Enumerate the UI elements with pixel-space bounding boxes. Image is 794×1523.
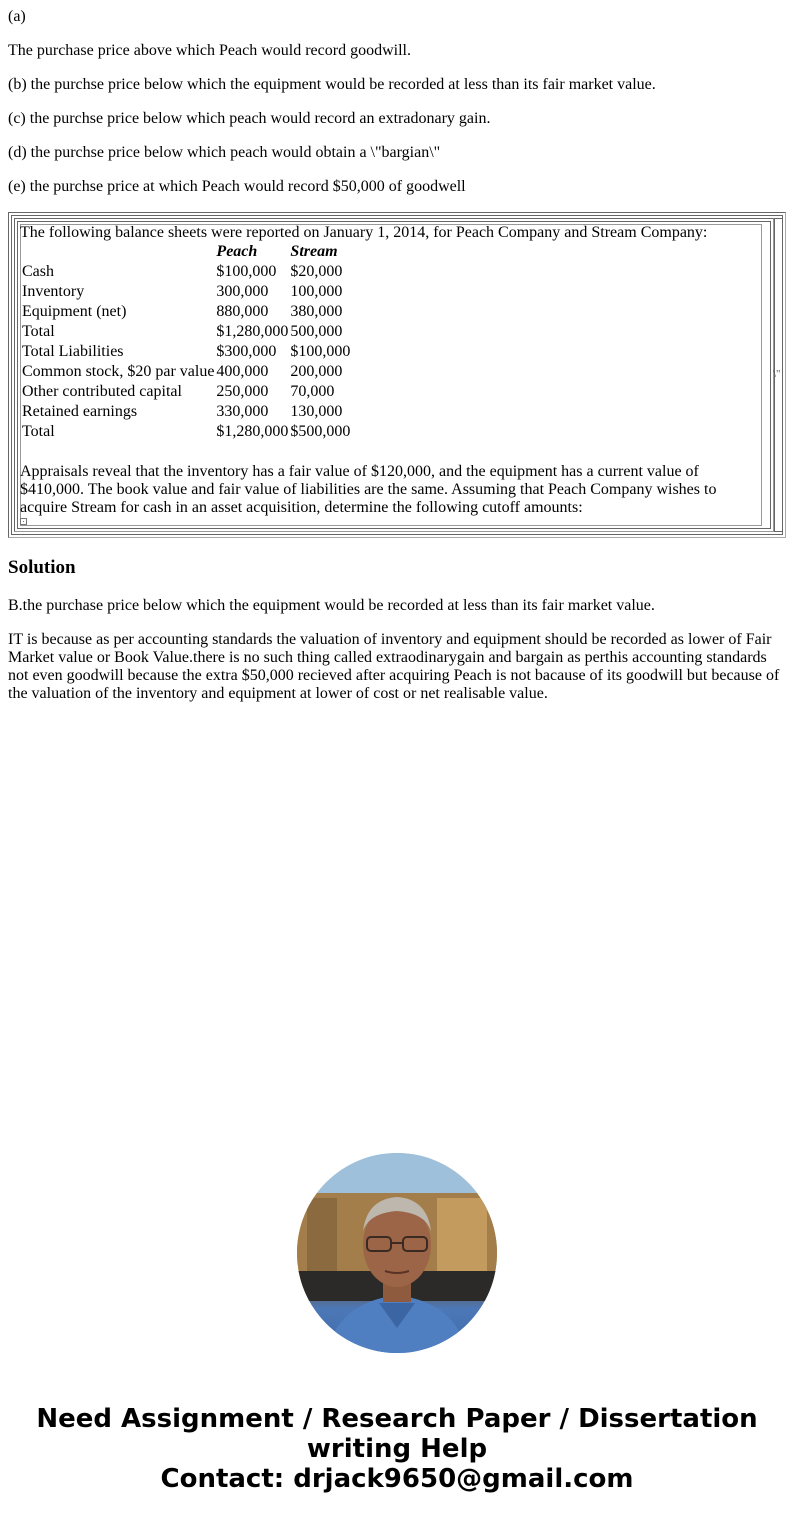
row-stream: $500,000 <box>290 423 351 440</box>
row-peach: 250,000 <box>216 383 269 400</box>
table-row <box>22 383 350 401</box>
problem-content <box>20 223 760 517</box>
table-row <box>22 303 350 321</box>
table-header-row <box>22 243 350 261</box>
row-peach: $100,000 <box>216 263 277 280</box>
row-peach: 400,000 <box>216 363 269 380</box>
header-label <box>22 243 214 261</box>
side-mark: \" <box>773 368 781 380</box>
row-peach: $300,000 <box>216 343 277 360</box>
table-row <box>22 323 350 341</box>
promo-line-2: writing Help <box>306 1434 488 1464</box>
header-stream: Stream <box>290 243 338 260</box>
row-label: Cash <box>22 263 54 280</box>
problem-intro: The following balance sheets were reported on January 1, 2014, for Peach Company and Stream Company: <box>20 224 708 241</box>
promo-line-1: Need Assignment / Research Paper / Dissertation <box>36 1404 758 1434</box>
author-avatar <box>297 1153 497 1353</box>
row-label: Inventory <box>22 283 85 300</box>
table-row <box>22 343 350 361</box>
row-label: Common stock, $20 par value <box>22 363 215 380</box>
promo-banner <box>0 1404 794 1494</box>
solution-paragraph-2: IT is because as per accounting standards the valuation of inventory and equipment should be recorded as lower of Fair Market value or Book Value.there is no such thing called extraodinarygain and bargain as perthis accounting standards not even goodwill because the extra $50,000 recieved after acquiring Peach is not bacause of its goodwill but because of the valuation of the inventory and equipment at lower of cost or net realisable value. <box>8 631 780 702</box>
row-stream: 380,000 <box>290 303 343 320</box>
row-stream: $100,000 <box>290 343 351 360</box>
table-row <box>22 423 350 441</box>
row-label: Equipment (net) <box>22 303 127 320</box>
row-stream: 130,000 <box>290 403 343 420</box>
row-peach: 880,000 <box>216 303 269 320</box>
row-stream: $20,000 <box>290 263 343 280</box>
row-label: Retained earnings <box>22 403 138 420</box>
question-d-text: (d) the purchse price below which peach would obtain a \"bargian\" <box>8 144 441 161</box>
question-e-text: (e) the purchse price at which Peach would record $50,000 of goodwell <box>8 178 466 195</box>
question-a-text: The purchase price above which Peach would record goodwill. <box>8 42 411 59</box>
table-row <box>22 283 350 301</box>
promo-contact: Contact: drjack9650@gmail.com <box>160 1464 634 1494</box>
solution-paragraph-1: B.the purchase price below which the equipment would be recorded at less than its fair market value. <box>8 597 655 614</box>
row-peach: $1,280,000 <box>216 423 289 440</box>
row-label: Total <box>22 423 55 440</box>
author-photo-icon <box>297 1153 497 1353</box>
question-c-text: (c) the purchse price below which peach would record an extradonary gain. <box>8 110 491 127</box>
row-label: Other contributed capital <box>22 383 182 400</box>
header-peach: Peach <box>216 243 258 260</box>
row-peach: 300,000 <box>216 283 269 300</box>
table-row <box>22 263 350 281</box>
row-stream: 100,000 <box>290 283 343 300</box>
row-peach: $1,280,000 <box>216 323 289 340</box>
row-peach: 330,000 <box>216 403 269 420</box>
balance-sheet-table <box>20 241 352 443</box>
table-row <box>22 363 350 381</box>
table-row <box>22 403 350 421</box>
appraisal-text: Appraisals reveal that the inventory has a fair value of $120,000, and the equipment has a current value of $410,000. The book value and fair value of liabilities are the same. Assuming that Peach Company wishes to acquire Stream for cash in an asset acquisition, determine the following cutoff amounts: <box>20 463 717 516</box>
question-b-text: (b) the purchse price below which the equipment would be recorded at less than its fair market value. <box>8 76 656 93</box>
question-a-label: (a) <box>8 8 26 25</box>
broken-image-icon <box>20 518 27 525</box>
row-label: Total <box>22 323 55 340</box>
row-stream: 200,000 <box>290 363 343 380</box>
row-stream: 70,000 <box>290 383 335 400</box>
row-stream: 500,000 <box>290 323 343 340</box>
row-label: Total Liabilities <box>22 343 124 360</box>
solution-heading: Solution <box>8 557 76 578</box>
